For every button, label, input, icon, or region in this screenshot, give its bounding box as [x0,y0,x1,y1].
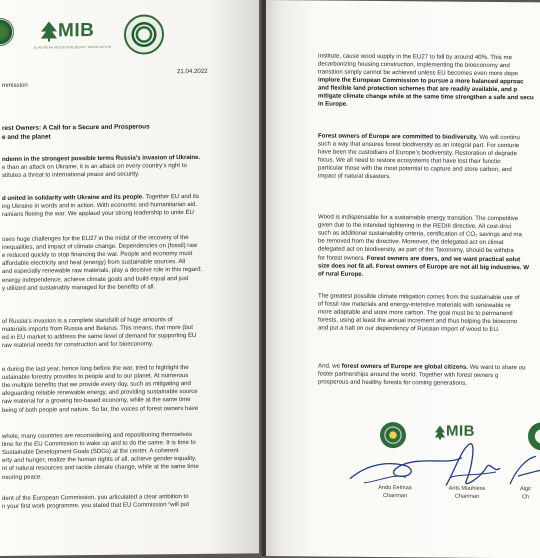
signatory-1-role: Chairman [382,493,408,500]
text-line: of rural Europe. [318,270,364,278]
signatory-3-name: Algir [520,486,532,493]
text-line: energy independence, achieve climate goals and build equal and just [2,274,189,284]
text-line: prosperous and healthy forests for coming generations. [318,378,468,387]
signatory-1-name: Ando Eelmaa [378,484,412,492]
text-line: ed in EU market to address the same level of demand for supporting EU [2,332,197,342]
text-line: e during the last year, hence long before the war, tried to highlight the [2,364,189,373]
text-line: afeguarding reliable renewable energy, and providing sustainable source [2,388,198,398]
text-line: being of both people and nature. So far, the voices of forest owners have [2,404,199,414]
text-line: more adaptable and store more carbon. The goal must be to permanentl [318,308,513,318]
text-line: particular those with the most potential to capture and store carbon, and [318,164,512,174]
text-line: inequalities, and impact of climate change. Dependencies on (fossil) raw [2,242,198,252]
text-line: oses huge challenges for the EU27 in the midst of the recovery of the [2,234,189,243]
text-line: and put a halt on our dependency of Russian import of wood to EU. [318,324,500,334]
text-line: dent of the European Commission, you articulated a clear ambition to [2,493,189,502]
mib-tree-icon [40,21,58,41]
forest-owners-seal-icon [124,14,164,54]
text-line: affordable electricity and heat (energy) from sustainable sources. All [2,258,186,268]
text-line: focus. We all need to restore ecosystems that have lost their functio [318,156,501,166]
text-line: e reduced quickly to stop financing the war. People and economy must [2,250,193,260]
text-line: forests, using at least the annual increment and thus helping the bioecono [318,316,518,326]
text-line: size does not fit all. Forest owners of Europe are not all big industries. W [318,262,529,272]
paragraph-global-lead: And, we forest owners of Europe are global citizens. We want to share ou [318,362,526,372]
text-line: nt of natural resources and tackle climate change, while at the same time [2,463,199,473]
text-line: decarbonizing housing construction, implementing the bioeconomy and [318,60,510,70]
text-line: such a way that ensures forest biodiversity as an integral part. For centurie [318,140,520,150]
text-line: ing Ukraine in words and in action. With economic and humanitarian aid. [2,201,198,211]
text-line: Sustainable Development Goals (SDGs) at the center. A coherent [2,447,179,457]
text-line: given due to the intended tightening in the REDIII directive. All cost-drivi [318,221,512,231]
text-line: impact of natural disasters. [318,172,391,181]
forest-association-seal-icon [0,18,14,46]
addressee: mmission [2,81,28,89]
mib-logo-text: MIB [58,20,95,42]
text-line: time for the EU Commission to wake up and to do the same. It is time to [2,439,196,449]
signatory-2-role: Chairman [454,493,480,500]
text-line: stitutes a threat to international peace and security. [2,170,140,180]
mib-tagline: EUROPEAN WOOD BIOENERGY ASSOCIATION [34,44,112,50]
text-line: materials imports from Russia and Belarus. This means, that more (but [2,324,193,334]
text-line: whole, many countries are reconsidering and repositioning themselves [2,430,193,440]
forest-owners-seal-small-icon [528,422,540,450]
text-line: Wood is indispensable for a sustainable energy transition. The competitive [318,213,519,223]
paragraph-wood-supply [266,0,540,78]
text-line: erty and hunger, realize the human rights of all, achieve gender equality, [2,455,197,465]
text-line: ustainable forestry provides to people and to our planet. At numerous [2,372,189,382]
text-line: d united in solidarity with Ukraine and its people. Together EU and its [2,192,199,202]
text-line: raw material for a growing bio-based economy, while at the same time [2,396,191,406]
text-line: delegated act on biodiversity, as part of the Taxonomy, should be withdra [318,245,514,255]
text-line: The greatest possible climate mitigation comes from the sustainable use of [318,292,520,302]
text-line: in Europe. [318,100,348,109]
text-line: foster partnerships around the world. Together with forest owners g [318,370,499,380]
text-line: and especially renewable raw materials, play a decisive role in this regard. [2,266,203,276]
paragraph-doers-line: for forest owners. Forest owners are doers, and we want practical solut [318,254,521,264]
text-line: ndemn in the strongest possible terms Russia’s invasion of Ukraine. [2,153,201,163]
text-line: nsuring peace. [2,473,42,481]
text-line: y utilized and sustainably managed for the benefits of all. [2,282,156,292]
letter-title-line-2: e and the planet [2,133,51,141]
signatory-3-role: Ch [522,494,530,501]
text-line: and flexible land protection schemes that are readily available, and p [318,84,518,94]
text-line: e than an attack on Ukraine, it is an attack on every country’s right to [2,162,187,172]
signature-third [506,450,540,493]
letter-page-left [0,0,262,556]
signatory-2-name: Ants Muuhiess [448,485,486,492]
text-line: of Russia’s invasion is a complete standstill of huge amounts of [2,316,173,325]
text-line: of fossil raw materials and energy-intensive materials with renewable re [318,300,511,310]
text-line: have been the custodians of Europe’s biodiversity. Restoration of degrade [318,148,517,158]
text-line: such as additional sustainability criteria, certification of CO₂ savings and ma [318,229,522,239]
text-line: be removed from the directive. Moreover, the delegated act on climat [318,237,504,247]
text-line: rainians fleeing the war. We applaud your strong leadership to unite EU [2,209,194,219]
text-line: implore the European Commission to pursue a more balanced approac [318,76,524,86]
letter-date: 21.04.2022 [177,67,208,76]
text-line: Institute, cause wood supply in the EU27 to fall by around 40%. This me [318,52,512,62]
text-line: n your first work programme, you stated that EU Commission “will put [2,501,189,511]
text-line: the multiple benefits that we provide every day, such as mitigating and [2,380,191,390]
paragraph-biodiversity-lead: Forest owners of Europe are committed to biodiversity. We will continu [318,132,520,142]
text-line: raw material needs for construction and for bioeconomy. [2,340,154,350]
text-line: transition simply cannot be achieved unless EU becomes even more depe [318,68,518,78]
letter-page-right [266,0,540,558]
mib-logo-text-small: MIB [446,422,475,440]
text-line: mitigate climate change while at the same time strengthen a safe and secu [318,92,534,102]
letter-title-line-1: rest Owners: A Call for a Secure and Prosperous [2,123,150,132]
